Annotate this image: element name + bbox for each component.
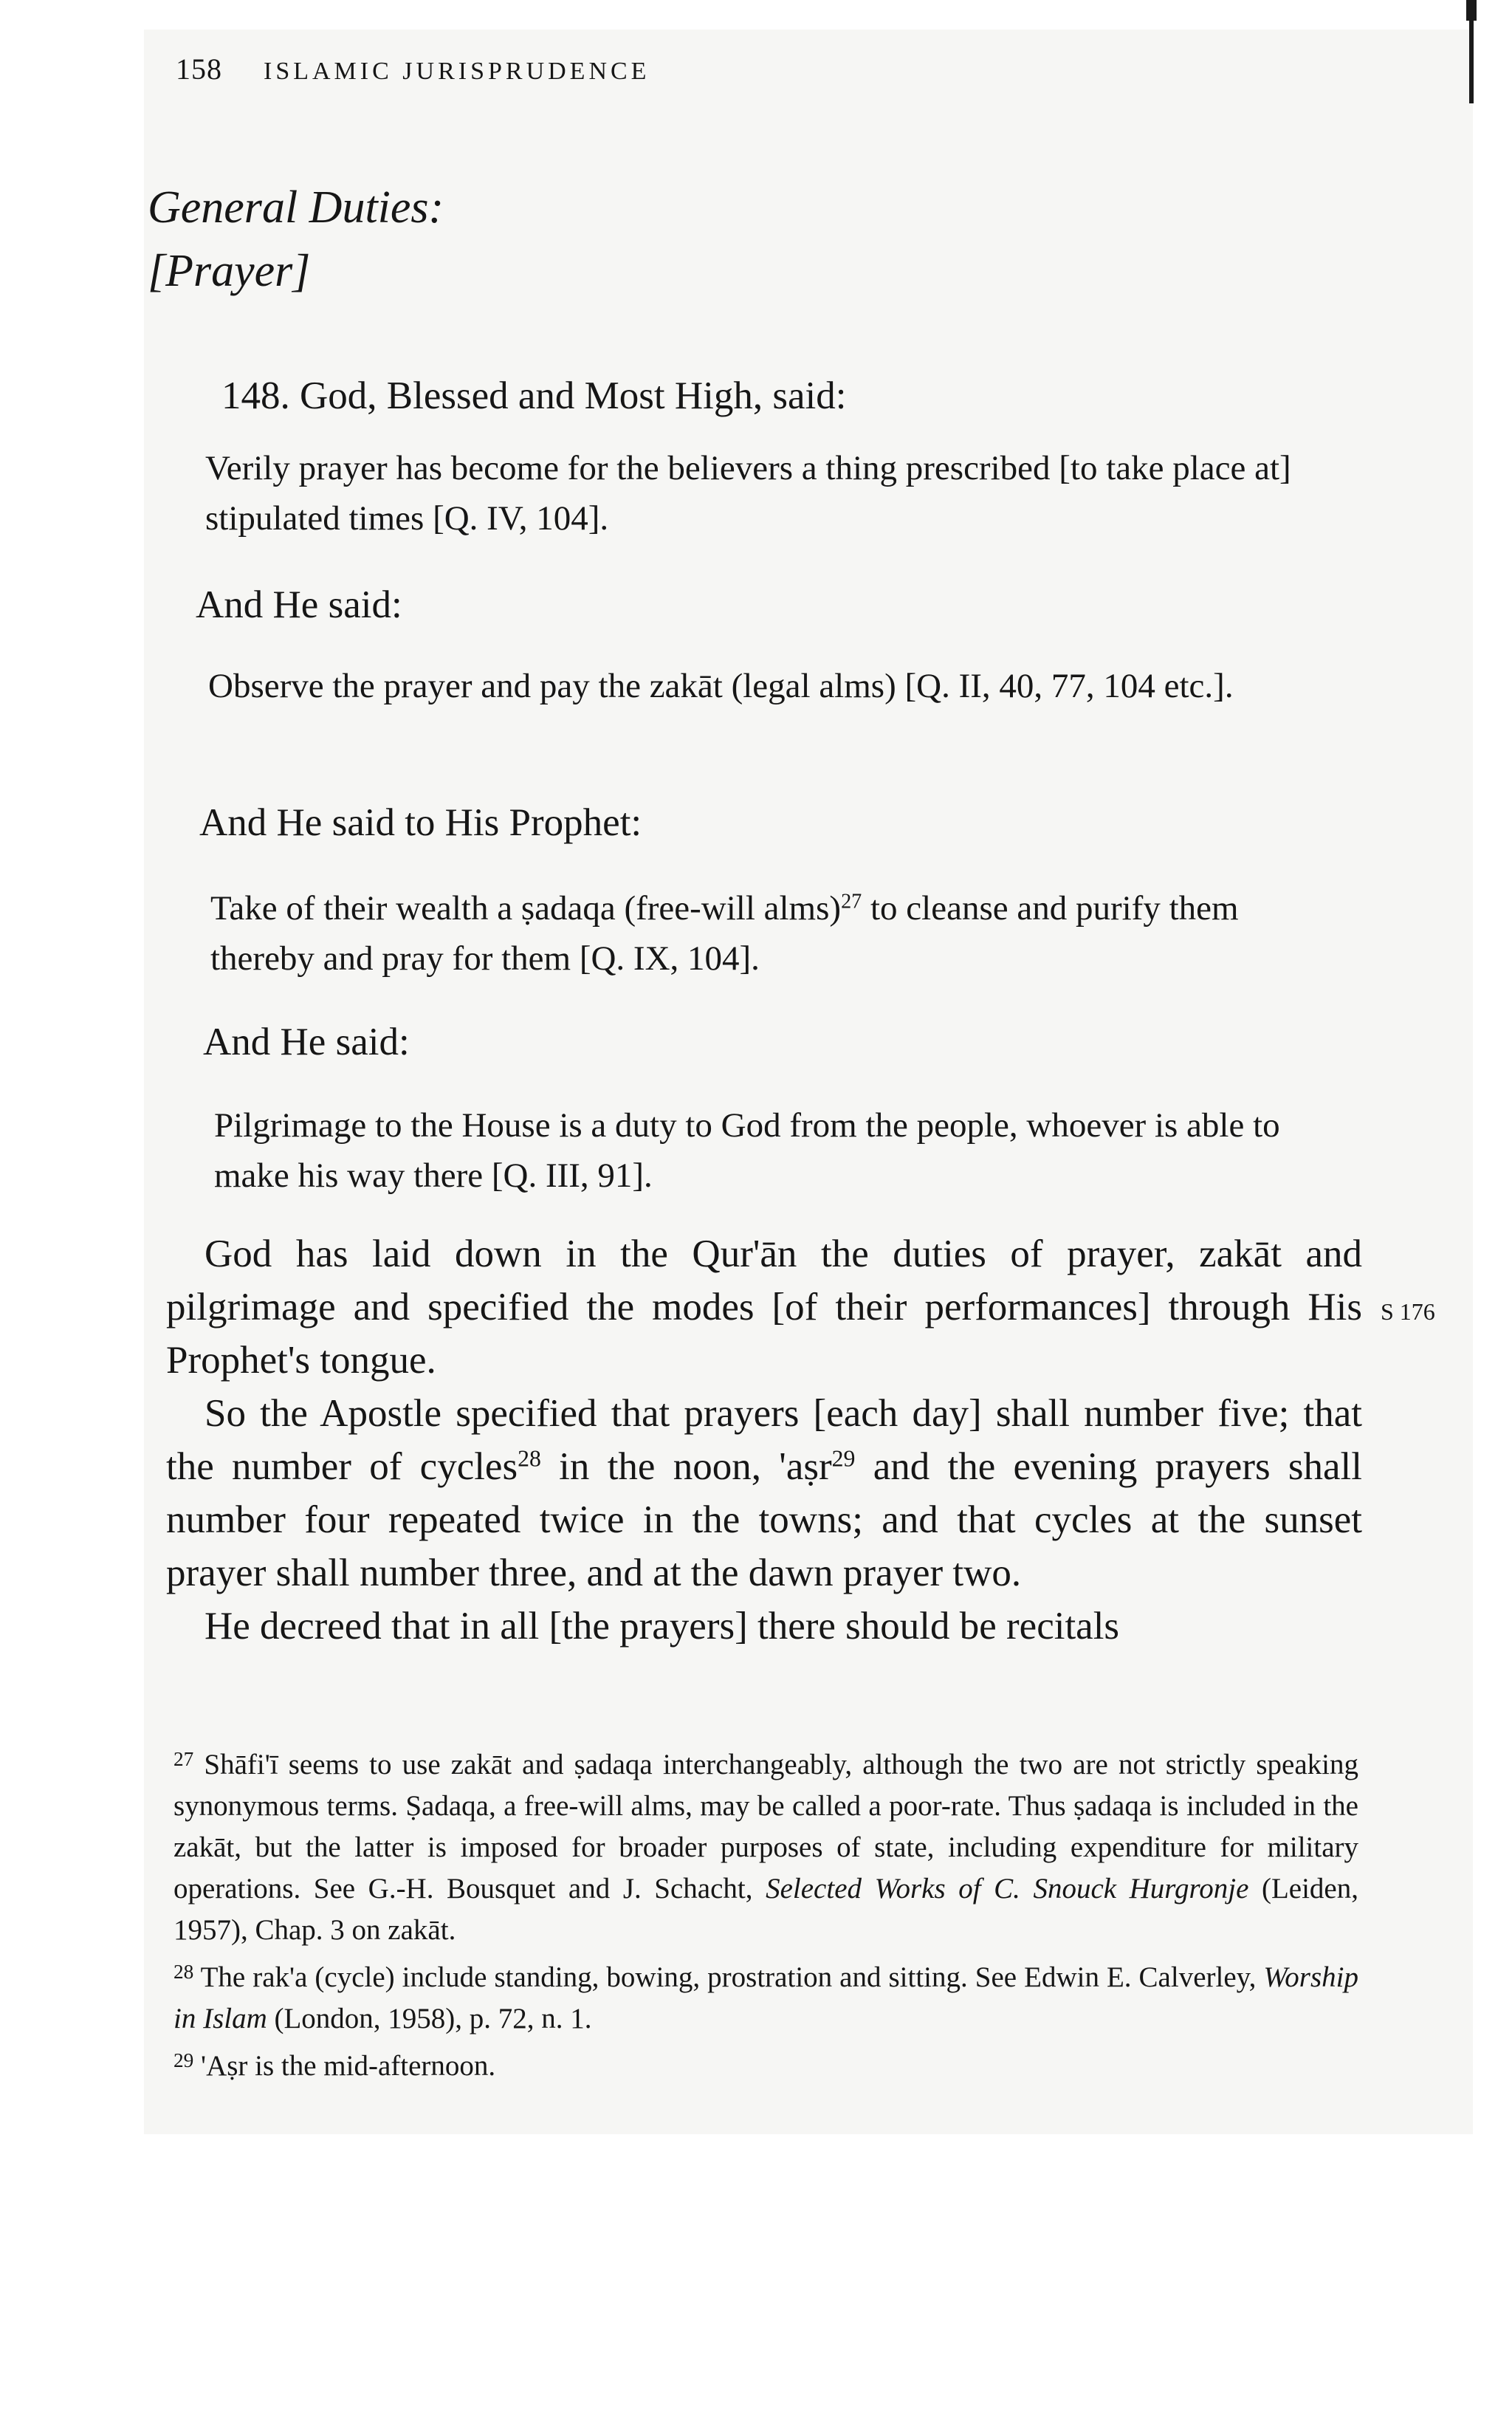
section-heading-line2: [Prayer] <box>148 246 311 296</box>
quote-q3-91: Pilgrimage to the House is a duty to God from the people, whoever is able to make his way there [Q. III, 91]. <box>214 1106 1280 1195</box>
footnote-29-text: 'Aṣr is the mid-afternoon. <box>193 2049 496 2082</box>
page-edge-mark-top <box>1466 0 1477 21</box>
quote-q9-104 <box>210 883 1347 984</box>
footnote-28-title: Worship in Islam <box>173 1961 1358 2034</box>
quote-q2: Observe the prayer and pay the zakāt (legal alms) [Q. II, 40, 77, 104 etc.]. <box>208 667 1234 705</box>
body-paragraph-2-a: So the Apostle specified that prayers [each day] shall number five; that the number of cycles <box>166 1392 1362 1488</box>
section-heading <box>148 176 444 303</box>
footnote-28 <box>173 1951 1358 2040</box>
said-line-2: And He said: <box>196 583 402 626</box>
footnote-29-mark: 29 <box>173 2049 194 2071</box>
footnote-28-text-a: The rak'a (cycle) include standing, bowing, prostration and sitting. See Edwin E. Calverley, <box>193 1961 1264 1993</box>
margin-reference: S 176 <box>1381 1298 1435 1325</box>
quote-q4-104: Verily prayer has become for the believers a thing prescribed [to take place at] stipulated times [Q. IV, 104]. <box>205 449 1291 538</box>
footnote-27-mark: 27 <box>173 1748 194 1770</box>
body-paragraph-3: He decreed that in all [the prayers] there should be recitals <box>205 1605 1120 1648</box>
section-heading-line1: General Duties: <box>148 182 444 233</box>
body-paragraph-1: God has laid down in the Qur'ān the duties of prayer, zakāt and pilgrimage and specified the modes [of their performances] through His Prophet's tongue. <box>166 1233 1362 1382</box>
said-line-3: And He said to His Prophet: <box>199 801 642 844</box>
footnote-27 <box>173 1738 1358 1951</box>
body-paragraph-2-c: and the evening prayers shall number four repeated twice in the towns; and that cycles at the sunset prayer shall number three, and at the dawn prayer two. <box>166 1445 1362 1594</box>
footnote-27-title: Selected Works of C. Snouck Hurgronje <box>766 1872 1249 1905</box>
footnote-ref-29: 29 <box>831 1445 856 1472</box>
page-number: 158 <box>176 52 222 86</box>
page-header <box>176 52 650 86</box>
footnote-29 <box>173 2040 1358 2087</box>
footnote-27-text-b: (Leiden, 1957), Chap. 3 on zakāt. <box>173 1872 1358 1946</box>
body-text <box>166 1227 1362 1653</box>
footnote-ref-28: 28 <box>518 1445 541 1472</box>
footnotes <box>173 1738 1358 2087</box>
running-title: ISLAMIC JURISPRUDENCE <box>264 58 650 85</box>
body-paragraph-2-b: in the noon, 'aṣr <box>540 1445 832 1488</box>
footnote-28-text-b: (London, 1958), p. 72, n. 1. <box>267 2002 592 2034</box>
footnote-ref-27: 27 <box>841 890 862 913</box>
body-paragraph-2 <box>166 1387 1362 1600</box>
footnote-28-mark: 28 <box>173 1960 194 1983</box>
footnote-27-text-a: Shāfi'ī seems to use zakāt and ṣadaqa interchangeably, although the two are not strictly speaking synonymous terms. Ṣadaqa, a free-will alms, may be called a poor-rate. Thus ṣadaqa is included in the zakāt, but the latter is imposed for broader purposes of state, including expenditure for military operations. See G.-H. Bousquet and J. Schacht, <box>173 1748 1358 1905</box>
paragraph-148-lead: 148. God, Blessed and Most High, said: <box>221 374 847 417</box>
quote-q9-text-b: to cleanse and purify them thereby and pray for them [Q. IX, 104]. <box>210 889 1239 978</box>
said-line-4: And He said: <box>203 1021 410 1063</box>
quote-q9-text-a: Take of their wealth a ṣadaqa (free-will alms) <box>210 889 842 928</box>
